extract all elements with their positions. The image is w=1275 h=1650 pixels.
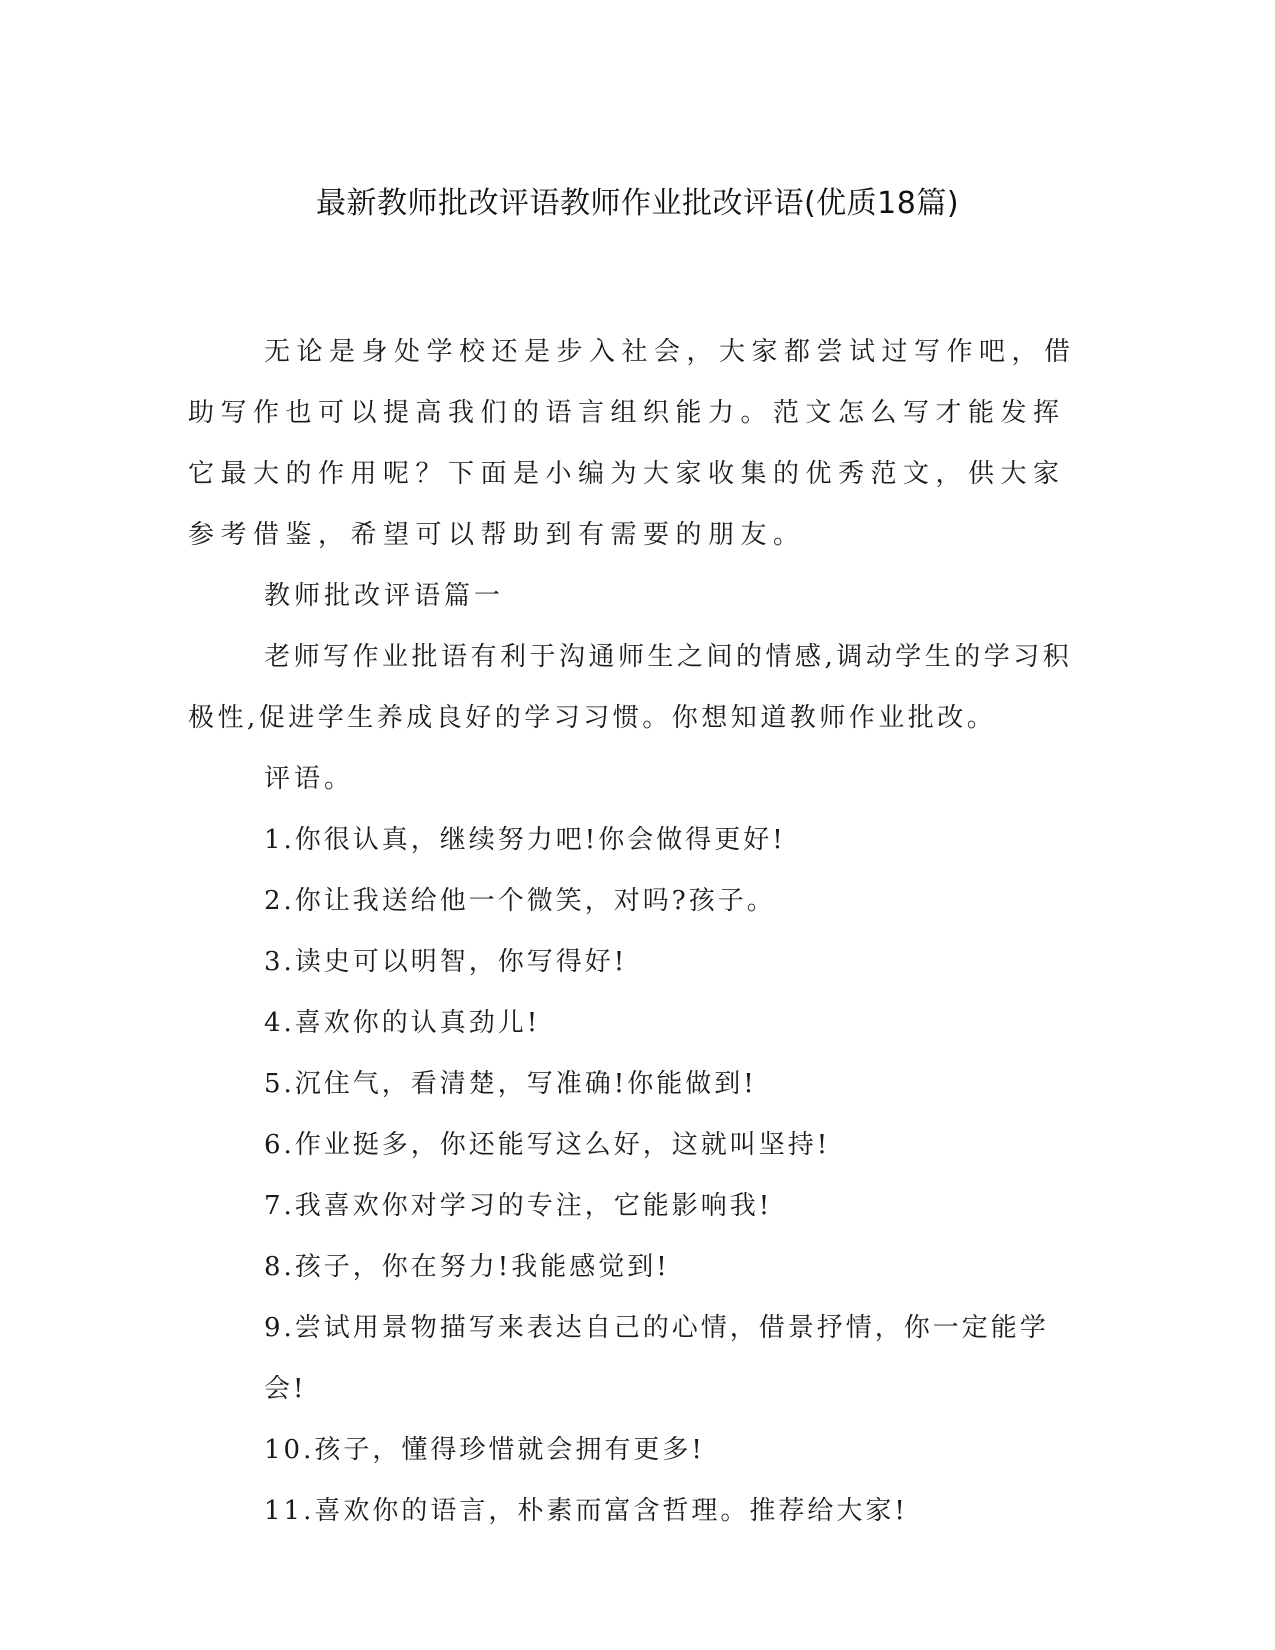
section-heading: 教师批改评语篇一 [264,581,505,611]
list-item: 9.尝试用景物描写来表达自己的心情，借景抒情，你一定能学会! [264,1313,1049,1404]
document-body [188,322,1088,1542]
list-item: 1.你很认真，继续努力吧!你会做得更好! [264,825,786,855]
list-item: 5.沉住气，看清楚，写准确!你能做到! [264,1069,757,1099]
intro-paragraph: 无论是身处学校还是步入社会，大家都尝试过写作吧，借助写作也可以提高我们的语言组织能力。范文怎么写才能发挥它最大的作用呢？下面是小编为大家收集的优秀范文，供大家参考借鉴，希望可以帮助到有需要的朋友。 [188,337,1077,550]
list-item: 10.孩子，懂得珍惜就会拥有更多! [264,1435,705,1465]
list-item: 11.喜欢你的语言，朴素而富含哲理。推荐给大家! [264,1496,908,1526]
list-item: 2.你让我送给他一个微笑，对吗?孩子。 [264,886,776,916]
list-item: 3.读史可以明智，你写得好! [264,947,628,977]
document-title: 最新教师批改评语教师作业批改评语(优质18篇) [315,186,960,221]
list-item: 6.作业挺多，你还能写这么好，这就叫坚持! [264,1130,831,1160]
list-item: 7.我喜欢你对学习的专注，它能影响我! [264,1191,773,1221]
body-paragraph: 评语。 [264,764,355,794]
list-item: 4.喜欢你的认真劲儿! [264,1008,541,1038]
body-paragraph: 老师写作业批语有利于沟通师生之间的情感,调动学生的学习积极性,促进学生养成良好的学习习惯。你想知道教师作业批改。 [188,642,1073,733]
list-item: 8.孩子，你在努力!我能感觉到! [264,1252,670,1282]
